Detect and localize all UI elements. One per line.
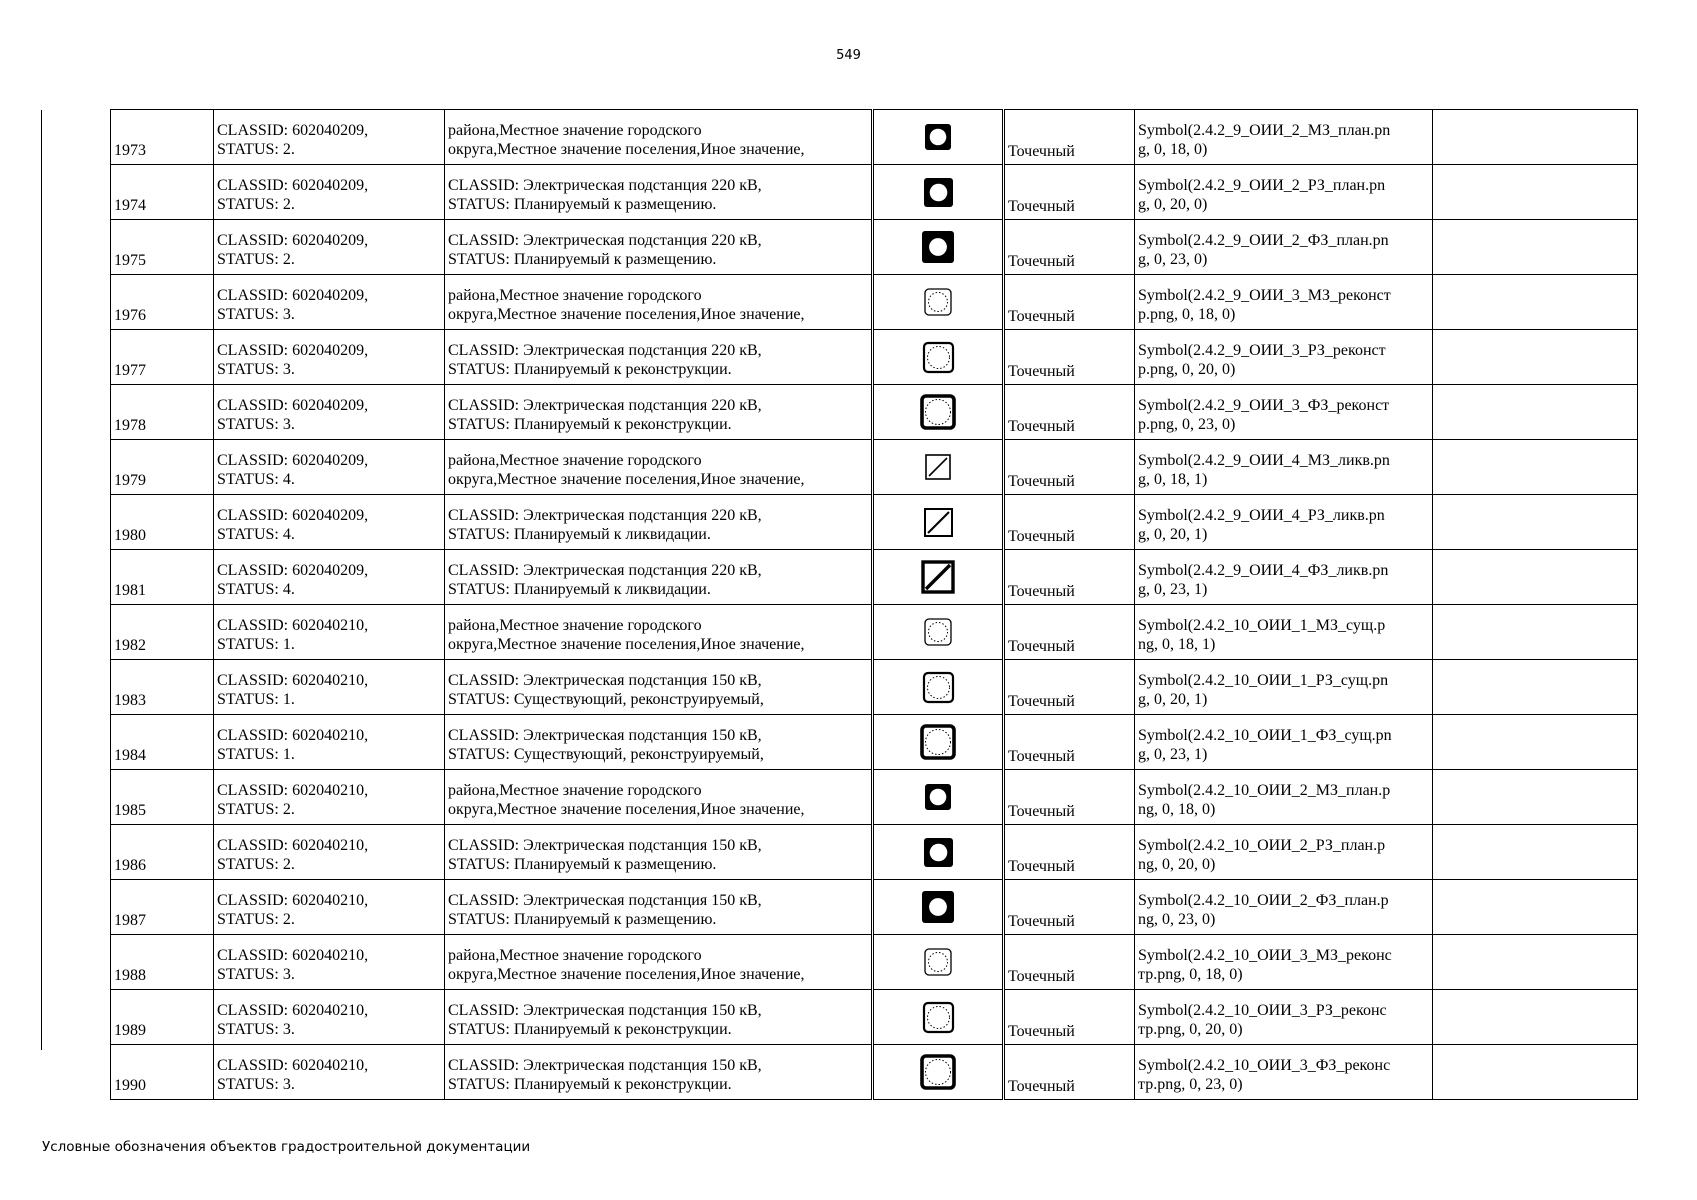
- geometry-type: Точечный: [1004, 330, 1135, 385]
- desc-line: CLASSID: Электрическая подстанция 150 кВ,: [448, 892, 762, 909]
- class-cell: [214, 220, 445, 275]
- symbol-expression: [1135, 440, 1433, 495]
- desc-line: STATUS: Планируемый к размещению.: [448, 856, 717, 873]
- geometry-type: Точечный: [1004, 550, 1135, 605]
- class-cell: [214, 770, 445, 825]
- class-line: CLASSID: 602040209,: [217, 122, 369, 139]
- desc-line: STATUS: Планируемый к размещению.: [448, 251, 717, 268]
- desc-line: STATUS: Планируемый к реконструкции.: [448, 1076, 732, 1093]
- description-cell: [445, 165, 873, 220]
- class-cell: [214, 935, 445, 990]
- dotted-circle-icon: [922, 671, 955, 704]
- symbol-line: ng, 0, 20, 0): [1138, 856, 1216, 873]
- class-line: CLASSID: 602040209,: [217, 287, 369, 304]
- symbol-line: g, 0, 23, 1): [1138, 581, 1208, 598]
- dotted-circle-icon: [923, 617, 953, 647]
- class-line: STATUS: 2.: [217, 801, 295, 818]
- class-line: STATUS: 3.: [217, 966, 295, 983]
- desc-line: округа,Местное значение поселения,Иное значение,: [448, 471, 805, 488]
- class-line: STATUS: 3.: [217, 306, 295, 323]
- class-line: CLASSID: 602040210,: [217, 617, 369, 634]
- description-cell: [445, 715, 873, 770]
- symbol-line: Symbol(2.4.2_9_ОИИ_3_РЗ_реконст: [1138, 342, 1386, 359]
- dotted-circle-icon: [922, 1001, 955, 1034]
- page-footer: Условные обозначения объектов градостроительной документации: [42, 1139, 531, 1155]
- desc-line: района,Местное значение городского: [448, 287, 702, 304]
- symbol-line: тр.png, 0, 23, 0): [1138, 1076, 1243, 1093]
- class-cell: [214, 165, 445, 220]
- symbol-preview-cell: [873, 550, 1004, 605]
- table-row: [111, 495, 1638, 550]
- symbol-line: ng, 0, 18, 0): [1138, 801, 1216, 818]
- empty-cell: [1433, 990, 1638, 1045]
- desc-line: округа,Местное значение поселения,Иное значение,: [448, 141, 805, 158]
- symbol-line: Symbol(2.4.2_10_ОИИ_2_РЗ_план.р: [1138, 837, 1386, 854]
- class-line: CLASSID: 602040210,: [217, 782, 369, 799]
- symbol-expression: [1135, 165, 1433, 220]
- symbol-expression: [1135, 495, 1433, 550]
- symbol-expression: [1135, 330, 1433, 385]
- symbol-line: g, 0, 18, 1): [1138, 471, 1208, 488]
- symbol-line: Symbol(2.4.2_10_ОИИ_2_ФЗ_план.р: [1138, 892, 1389, 909]
- description-cell: [445, 825, 873, 880]
- geometry-type: Точечный: [1004, 935, 1135, 990]
- desc-line: STATUS: Планируемый к реконструкции.: [448, 361, 732, 378]
- crossed-square-icon: [923, 452, 953, 482]
- desc-line: округа,Местное значение поселения,Иное значение,: [448, 306, 805, 323]
- description-cell: [445, 385, 873, 440]
- desc-line: STATUS: Планируемый к размещению.: [448, 911, 717, 928]
- table-row: [111, 385, 1638, 440]
- class-line: STATUS: 2.: [217, 141, 295, 158]
- table-row: [111, 330, 1638, 385]
- symbol-preview-cell: [873, 935, 1004, 990]
- geometry-type: Точечный: [1004, 990, 1135, 1045]
- symbol-line: g, 0, 20, 1): [1138, 526, 1208, 543]
- empty-cell: [1433, 605, 1638, 660]
- geometry-type: Точечный: [1004, 770, 1135, 825]
- desc-line: района,Местное значение городского: [448, 947, 702, 964]
- symbol-expression: [1135, 880, 1433, 935]
- desc-line: STATUS: Планируемый к реконструкции.: [448, 1021, 732, 1038]
- dotted-circle-icon: [923, 287, 953, 317]
- class-line: STATUS: 1.: [217, 691, 295, 708]
- row-number: 1977: [111, 330, 214, 385]
- dotted-circle-icon: [920, 724, 956, 760]
- row-number: 1979: [111, 440, 214, 495]
- geometry-type: Точечный: [1004, 715, 1135, 770]
- table-row: [111, 715, 1638, 770]
- class-line: CLASSID: 602040209,: [217, 507, 369, 524]
- empty-cell: [1433, 110, 1638, 165]
- description-cell: [445, 660, 873, 715]
- symbol-line: Symbol(2.4.2_10_ОИИ_3_ФЗ_реконс: [1138, 1057, 1391, 1074]
- symbol-expression: [1135, 385, 1433, 440]
- symbol-preview-cell: [873, 880, 1004, 935]
- row-number: 1985: [111, 770, 214, 825]
- symbol-line: ng, 0, 23, 0): [1138, 911, 1216, 928]
- table-row: [111, 825, 1638, 880]
- desc-line: STATUS: Существующий, реконструируемый,: [448, 746, 764, 763]
- description-cell: [445, 220, 873, 275]
- symbol-line: Symbol(2.4.2_10_ОИИ_1_ФЗ_сущ.pn: [1138, 727, 1392, 744]
- circle-icon: [923, 122, 953, 152]
- table-row: [111, 935, 1638, 990]
- class-cell: [214, 715, 445, 770]
- class-line: CLASSID: 602040210,: [217, 727, 369, 744]
- empty-cell: [1433, 330, 1638, 385]
- class-cell: [214, 1045, 445, 1100]
- geometry-type: Точечный: [1004, 1045, 1135, 1100]
- margin-line: [41, 110, 42, 1050]
- geometry-type: Точечный: [1004, 385, 1135, 440]
- dotted-circle-icon: [922, 341, 955, 374]
- row-number: 1973: [111, 110, 214, 165]
- symbol-preview-cell: [873, 220, 1004, 275]
- symbol-line: р.png, 0, 23, 0): [1138, 416, 1236, 433]
- description-cell: [445, 770, 873, 825]
- table-row: [111, 1045, 1638, 1100]
- symbol-preview-cell: [873, 440, 1004, 495]
- class-line: STATUS: 3.: [217, 1076, 295, 1093]
- symbol-preview-cell: [873, 165, 1004, 220]
- symbol-expression: [1135, 935, 1433, 990]
- desc-line: STATUS: Планируемый к ликвидации.: [448, 526, 711, 543]
- symbol-line: g, 0, 18, 0): [1138, 141, 1208, 158]
- table-row: [111, 550, 1638, 605]
- empty-cell: [1433, 880, 1638, 935]
- empty-cell: [1433, 770, 1638, 825]
- row-number: 1983: [111, 660, 214, 715]
- symbol-line: g, 0, 20, 1): [1138, 691, 1208, 708]
- page-number: 549: [836, 48, 861, 63]
- symbol-line: Symbol(2.4.2_10_ОИИ_3_МЗ_реконс: [1138, 947, 1392, 964]
- symbol-expression: [1135, 110, 1433, 165]
- symbol-expression: [1135, 715, 1433, 770]
- description-cell: [445, 1045, 873, 1100]
- symbol-preview-cell: [873, 715, 1004, 770]
- row-number: 1976: [111, 275, 214, 330]
- class-line: CLASSID: 602040209,: [217, 342, 369, 359]
- class-cell: [214, 330, 445, 385]
- class-line: CLASSID: 602040209,: [217, 232, 369, 249]
- desc-line: CLASSID: Электрическая подстанция 150 кВ,: [448, 1057, 762, 1074]
- circle-icon: [920, 229, 956, 265]
- geometry-type: Точечный: [1004, 110, 1135, 165]
- symbol-line: Symbol(2.4.2_9_ОИИ_4_ФЗ_ликв.pn: [1138, 562, 1389, 579]
- empty-cell: [1433, 715, 1638, 770]
- symbol-expression: [1135, 990, 1433, 1045]
- class-line: STATUS: 1.: [217, 636, 295, 653]
- class-line: CLASSID: 602040210,: [217, 672, 369, 689]
- description-cell: [445, 330, 873, 385]
- geometry-type: Точечный: [1004, 275, 1135, 330]
- desc-line: CLASSID: Электрическая подстанция 150 кВ,: [448, 837, 762, 854]
- desc-line: STATUS: Планируемый к реконструкции.: [448, 416, 732, 433]
- crossed-square-icon: [922, 506, 955, 539]
- description-cell: [445, 550, 873, 605]
- row-number: 1987: [111, 880, 214, 935]
- class-line: CLASSID: 602040210,: [217, 1057, 369, 1074]
- symbol-preview-cell: [873, 385, 1004, 440]
- table-row: [111, 275, 1638, 330]
- description-cell: [445, 990, 873, 1045]
- geometry-type: Точечный: [1004, 880, 1135, 935]
- class-cell: [214, 825, 445, 880]
- table-row: [111, 770, 1638, 825]
- desc-line: CLASSID: Электрическая подстанция 150 кВ,: [448, 1002, 762, 1019]
- desc-line: CLASSID: Электрическая подстанция 220 кВ,: [448, 562, 762, 579]
- desc-line: CLASSID: Электрическая подстанция 220 кВ,: [448, 232, 762, 249]
- class-line: STATUS: 2.: [217, 911, 295, 928]
- desc-line: округа,Местное значение поселения,Иное значение,: [448, 801, 805, 818]
- class-line: STATUS: 2.: [217, 251, 295, 268]
- description-cell: [445, 880, 873, 935]
- desc-line: района,Местное значение городского: [448, 122, 702, 139]
- class-cell: [214, 110, 445, 165]
- symbols-table: [110, 109, 1638, 1100]
- empty-cell: [1433, 220, 1638, 275]
- symbol-expression: [1135, 275, 1433, 330]
- symbol-preview-cell: [873, 825, 1004, 880]
- symbol-line: ng, 0, 18, 1): [1138, 636, 1216, 653]
- symbol-line: Symbol(2.4.2_10_ОИИ_1_МЗ_сущ.р: [1138, 617, 1386, 634]
- row-number: 1974: [111, 165, 214, 220]
- class-cell: [214, 440, 445, 495]
- circle-icon: [922, 836, 955, 869]
- class-cell: [214, 990, 445, 1045]
- table-row: [111, 880, 1638, 935]
- class-line: CLASSID: 602040209,: [217, 397, 369, 414]
- row-number: 1990: [111, 1045, 214, 1100]
- desc-line: района,Местное значение городского: [448, 452, 702, 469]
- desc-line: STATUS: Планируемый к размещению.: [448, 196, 717, 213]
- class-line: STATUS: 4.: [217, 581, 295, 598]
- class-line: STATUS: 3.: [217, 361, 295, 378]
- class-cell: [214, 275, 445, 330]
- symbol-expression: [1135, 770, 1433, 825]
- symbol-preview-cell: [873, 990, 1004, 1045]
- symbol-line: Symbol(2.4.2_9_ОИИ_2_ФЗ_план.pn: [1138, 232, 1389, 249]
- table-row: [111, 165, 1638, 220]
- geometry-type: Точечный: [1004, 495, 1135, 550]
- symbol-line: Symbol(2.4.2_9_ОИИ_4_МЗ_ликв.pn: [1138, 452, 1390, 469]
- symbol-expression: [1135, 605, 1433, 660]
- class-line: CLASSID: 602040209,: [217, 452, 369, 469]
- description-cell: [445, 440, 873, 495]
- symbol-preview-cell: [873, 495, 1004, 550]
- desc-line: CLASSID: Электрическая подстанция 150 кВ,: [448, 727, 762, 744]
- class-line: CLASSID: 602040210,: [217, 1002, 369, 1019]
- symbol-preview-cell: [873, 110, 1004, 165]
- symbol-line: Symbol(2.4.2_10_ОИИ_1_РЗ_сущ.pn: [1138, 672, 1389, 689]
- class-line: CLASSID: 602040210,: [217, 947, 369, 964]
- symbol-expression: [1135, 220, 1433, 275]
- empty-cell: [1433, 275, 1638, 330]
- row-number: 1981: [111, 550, 214, 605]
- symbol-line: Symbol(2.4.2_10_ОИИ_3_РЗ_реконс: [1138, 1002, 1387, 1019]
- symbol-line: Symbol(2.4.2_9_ОИИ_2_МЗ_план.pn: [1138, 122, 1391, 139]
- row-number: 1975: [111, 220, 214, 275]
- class-line: CLASSID: 602040209,: [217, 562, 369, 579]
- desc-line: района,Местное значение городского: [448, 617, 702, 634]
- dotted-circle-icon: [923, 947, 953, 977]
- circle-icon: [923, 782, 953, 812]
- description-cell: [445, 605, 873, 660]
- symbol-preview-cell: [873, 605, 1004, 660]
- row-number: 1978: [111, 385, 214, 440]
- geometry-type: Точечный: [1004, 220, 1135, 275]
- class-cell: [214, 880, 445, 935]
- class-cell: [214, 550, 445, 605]
- symbol-line: тр.png, 0, 18, 0): [1138, 966, 1243, 983]
- empty-cell: [1433, 825, 1638, 880]
- symbol-expression: [1135, 1045, 1433, 1100]
- class-line: STATUS: 2.: [217, 856, 295, 873]
- table-row: [111, 990, 1638, 1045]
- symbol-line: тр.png, 0, 20, 0): [1138, 1021, 1243, 1038]
- class-line: STATUS: 3.: [217, 416, 295, 433]
- table-row: [111, 660, 1638, 715]
- desc-line: STATUS: Планируемый к ликвидации.: [448, 581, 711, 598]
- class-line: STATUS: 4.: [217, 471, 295, 488]
- empty-cell: [1433, 440, 1638, 495]
- description-cell: [445, 110, 873, 165]
- symbol-line: Symbol(2.4.2_10_ОИИ_2_МЗ_план.р: [1138, 782, 1391, 799]
- class-line: STATUS: 3.: [217, 1021, 295, 1038]
- row-number: 1988: [111, 935, 214, 990]
- class-line: CLASSID: 602040210,: [217, 837, 369, 854]
- desc-line: CLASSID: Электрическая подстанция 220 кВ,: [448, 397, 762, 414]
- class-line: CLASSID: 602040210,: [217, 892, 369, 909]
- table-body: [111, 110, 1638, 1100]
- desc-line: CLASSID: Электрическая подстанция 220 кВ,: [448, 342, 762, 359]
- empty-cell: [1433, 495, 1638, 550]
- desc-line: CLASSID: Электрическая подстанция 150 кВ,: [448, 672, 762, 689]
- table-row: [111, 110, 1638, 165]
- geometry-type: Точечный: [1004, 825, 1135, 880]
- symbol-line: р.png, 0, 20, 0): [1138, 361, 1236, 378]
- dotted-circle-icon: [920, 394, 956, 430]
- symbol-line: g, 0, 20, 0): [1138, 196, 1208, 213]
- symbol-line: Symbol(2.4.2_9_ОИИ_3_ФЗ_реконст: [1138, 397, 1390, 414]
- geometry-type: Точечный: [1004, 165, 1135, 220]
- row-number: 1989: [111, 990, 214, 1045]
- class-cell: [214, 660, 445, 715]
- table-row: [111, 220, 1638, 275]
- symbol-line: Symbol(2.4.2_9_ОИИ_4_РЗ_ликв.pn: [1138, 507, 1385, 524]
- row-number: 1986: [111, 825, 214, 880]
- symbol-expression: [1135, 550, 1433, 605]
- geometry-type: Точечный: [1004, 605, 1135, 660]
- row-number: 1982: [111, 605, 214, 660]
- class-cell: [214, 605, 445, 660]
- empty-cell: [1433, 550, 1638, 605]
- dotted-circle-icon: [920, 1054, 956, 1090]
- symbol-line: р.png, 0, 18, 0): [1138, 306, 1236, 323]
- crossed-square-icon: [920, 559, 956, 595]
- circle-icon: [920, 889, 956, 925]
- desc-line: района,Местное значение городского: [448, 782, 702, 799]
- symbol-line: Symbol(2.4.2_9_ОИИ_3_МЗ_реконст: [1138, 287, 1391, 304]
- empty-cell: [1433, 660, 1638, 715]
- desc-line: CLASSID: Электрическая подстанция 220 кВ,: [448, 507, 762, 524]
- desc-line: CLASSID: Электрическая подстанция 220 кВ,: [448, 177, 762, 194]
- circle-icon: [922, 176, 955, 209]
- symbol-preview-cell: [873, 660, 1004, 715]
- geometry-type: Точечный: [1004, 440, 1135, 495]
- symbol-line: Symbol(2.4.2_9_ОИИ_2_РЗ_план.pn: [1138, 177, 1386, 194]
- description-cell: [445, 495, 873, 550]
- empty-cell: [1433, 935, 1638, 990]
- class-line: STATUS: 1.: [217, 746, 295, 763]
- symbol-preview-cell: [873, 770, 1004, 825]
- table-row: [111, 605, 1638, 660]
- symbol-line: g, 0, 23, 1): [1138, 746, 1208, 763]
- table-row: [111, 440, 1638, 495]
- symbol-preview-cell: [873, 1045, 1004, 1100]
- class-line: STATUS: 4.: [217, 526, 295, 543]
- row-number: 1984: [111, 715, 214, 770]
- symbol-line: g, 0, 23, 0): [1138, 251, 1208, 268]
- desc-line: округа,Местное значение поселения,Иное значение,: [448, 636, 805, 653]
- desc-line: округа,Местное значение поселения,Иное значение,: [448, 966, 805, 983]
- row-number: 1980: [111, 495, 214, 550]
- description-cell: [445, 275, 873, 330]
- class-line: STATUS: 2.: [217, 196, 295, 213]
- symbol-preview-cell: [873, 330, 1004, 385]
- empty-cell: [1433, 165, 1638, 220]
- class-line: CLASSID: 602040209,: [217, 177, 369, 194]
- desc-line: STATUS: Существующий, реконструируемый,: [448, 691, 764, 708]
- empty-cell: [1433, 1045, 1638, 1100]
- class-cell: [214, 495, 445, 550]
- symbol-preview-cell: [873, 275, 1004, 330]
- geometry-type: Точечный: [1004, 660, 1135, 715]
- empty-cell: [1433, 385, 1638, 440]
- symbol-expression: [1135, 825, 1433, 880]
- symbol-expression: [1135, 660, 1433, 715]
- description-cell: [445, 935, 873, 990]
- class-cell: [214, 385, 445, 440]
